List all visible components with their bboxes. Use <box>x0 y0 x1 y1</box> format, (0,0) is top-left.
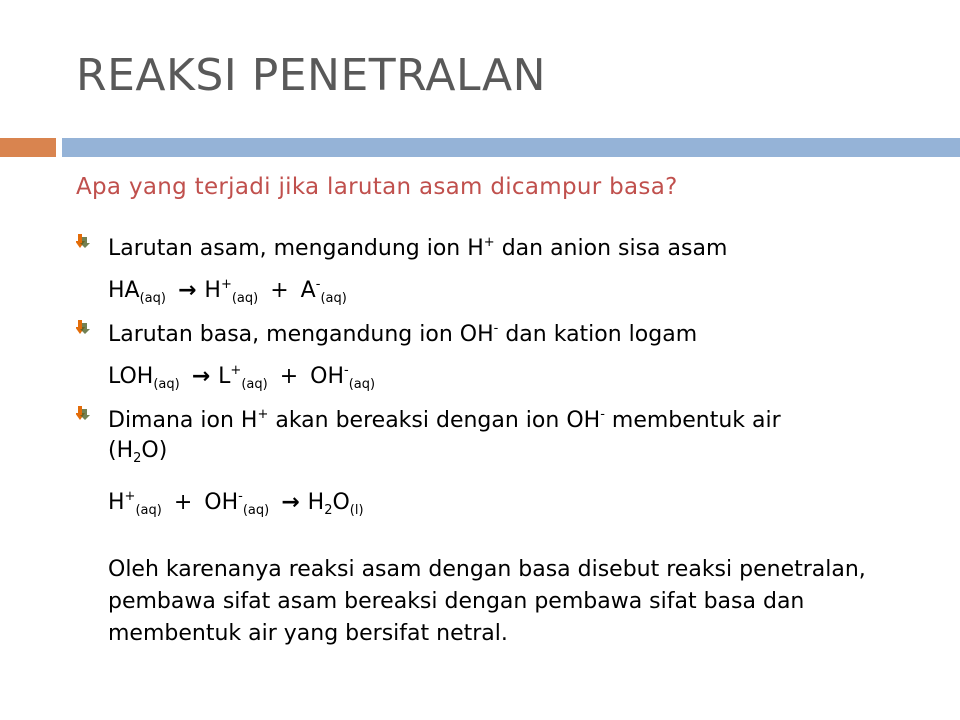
title-accent-bar-orange <box>0 138 56 157</box>
eq-oh: OH <box>204 490 239 515</box>
reaction-arrow: → <box>281 490 300 515</box>
sup-plus: + <box>230 363 242 378</box>
eq-h: H <box>108 490 125 515</box>
eq-h: H <box>204 278 221 303</box>
sub-aq: (aq) <box>139 291 166 306</box>
bullet-2-text-a: Larutan basa, mengandung ion OH <box>108 322 494 347</box>
bullet-3 <box>108 402 781 434</box>
eq-loh: LOH <box>108 364 154 389</box>
eq-water-h: H <box>307 490 325 515</box>
bullet-3-continuation <box>108 438 167 472</box>
slide-subtitle: Apa yang terjadi jika larutan asam dicampur basa? <box>76 174 678 200</box>
bullet-1 <box>108 230 727 262</box>
sub-liquid: (l) <box>349 503 364 518</box>
title-accent-bar-blue <box>62 138 960 157</box>
sub-aq: (aq) <box>135 503 162 518</box>
eq-water-o: O <box>332 490 350 515</box>
eq-oh: OH <box>310 364 344 389</box>
bullet-arrow-icon <box>76 406 90 420</box>
conclusion-paragraph: Oleh karenanya reaksi asam dengan basa disebut reaksi penetralan, pembawa sifat asam bereaksi dengan pembawa sifat basa dan membentuk air yang bersifat netral. <box>108 557 866 646</box>
bullet-3-text-b: akan bereaksi dengan ion OH <box>275 408 601 433</box>
slide-title: REAKSI PENETRALAN <box>76 50 547 101</box>
sub-aq: (aq) <box>320 291 347 306</box>
sub-aq: (aq) <box>348 377 376 392</box>
bullet-3-text-c: membentuk air <box>611 408 781 433</box>
eq-ha: HA <box>108 278 140 303</box>
h2o-close: O) <box>141 438 168 463</box>
sub-aq: (aq) <box>241 377 268 392</box>
eq-plus: + <box>270 278 289 303</box>
sub-aq: (aq) <box>242 503 270 518</box>
sup-minus: - <box>238 489 243 504</box>
sup-minus: - <box>493 321 499 336</box>
sup-minus: - <box>315 277 321 292</box>
bullet-3-text-a: Dimana ion H <box>108 408 258 433</box>
sub-2: 2 <box>133 451 142 466</box>
eq-a: A <box>300 278 316 303</box>
eq-plus: + <box>279 364 299 389</box>
bullet-2-text-b: dan kation logam <box>505 322 698 347</box>
eq-plus: + <box>173 490 193 515</box>
eq-l: L <box>218 364 231 389</box>
sup-plus: + <box>124 489 136 504</box>
sub-2: 2 <box>324 503 333 518</box>
sup-minus: - <box>600 407 605 422</box>
h2o-open: (H <box>108 438 134 463</box>
sub-aq: (aq) <box>231 291 259 306</box>
equation-acid <box>108 272 347 312</box>
bullet-1-text-a: Larutan asam, mengandung ion H <box>108 236 484 261</box>
sub-aq: (aq) <box>153 377 180 392</box>
bullet-2 <box>108 316 697 348</box>
sup-plus: + <box>483 235 495 250</box>
reaction-arrow: → <box>177 278 197 303</box>
bullet-arrow-icon <box>76 234 90 248</box>
sup-minus: - <box>344 363 349 378</box>
equation-neutralization <box>108 484 364 524</box>
equation-base <box>108 358 375 398</box>
bullet-1-text-b: dan anion sisa asam <box>501 236 728 261</box>
sup-plus: + <box>220 277 232 292</box>
bullet-arrow-icon <box>76 320 90 334</box>
sup-plus: + <box>257 407 269 422</box>
reaction-arrow: → <box>191 364 211 389</box>
